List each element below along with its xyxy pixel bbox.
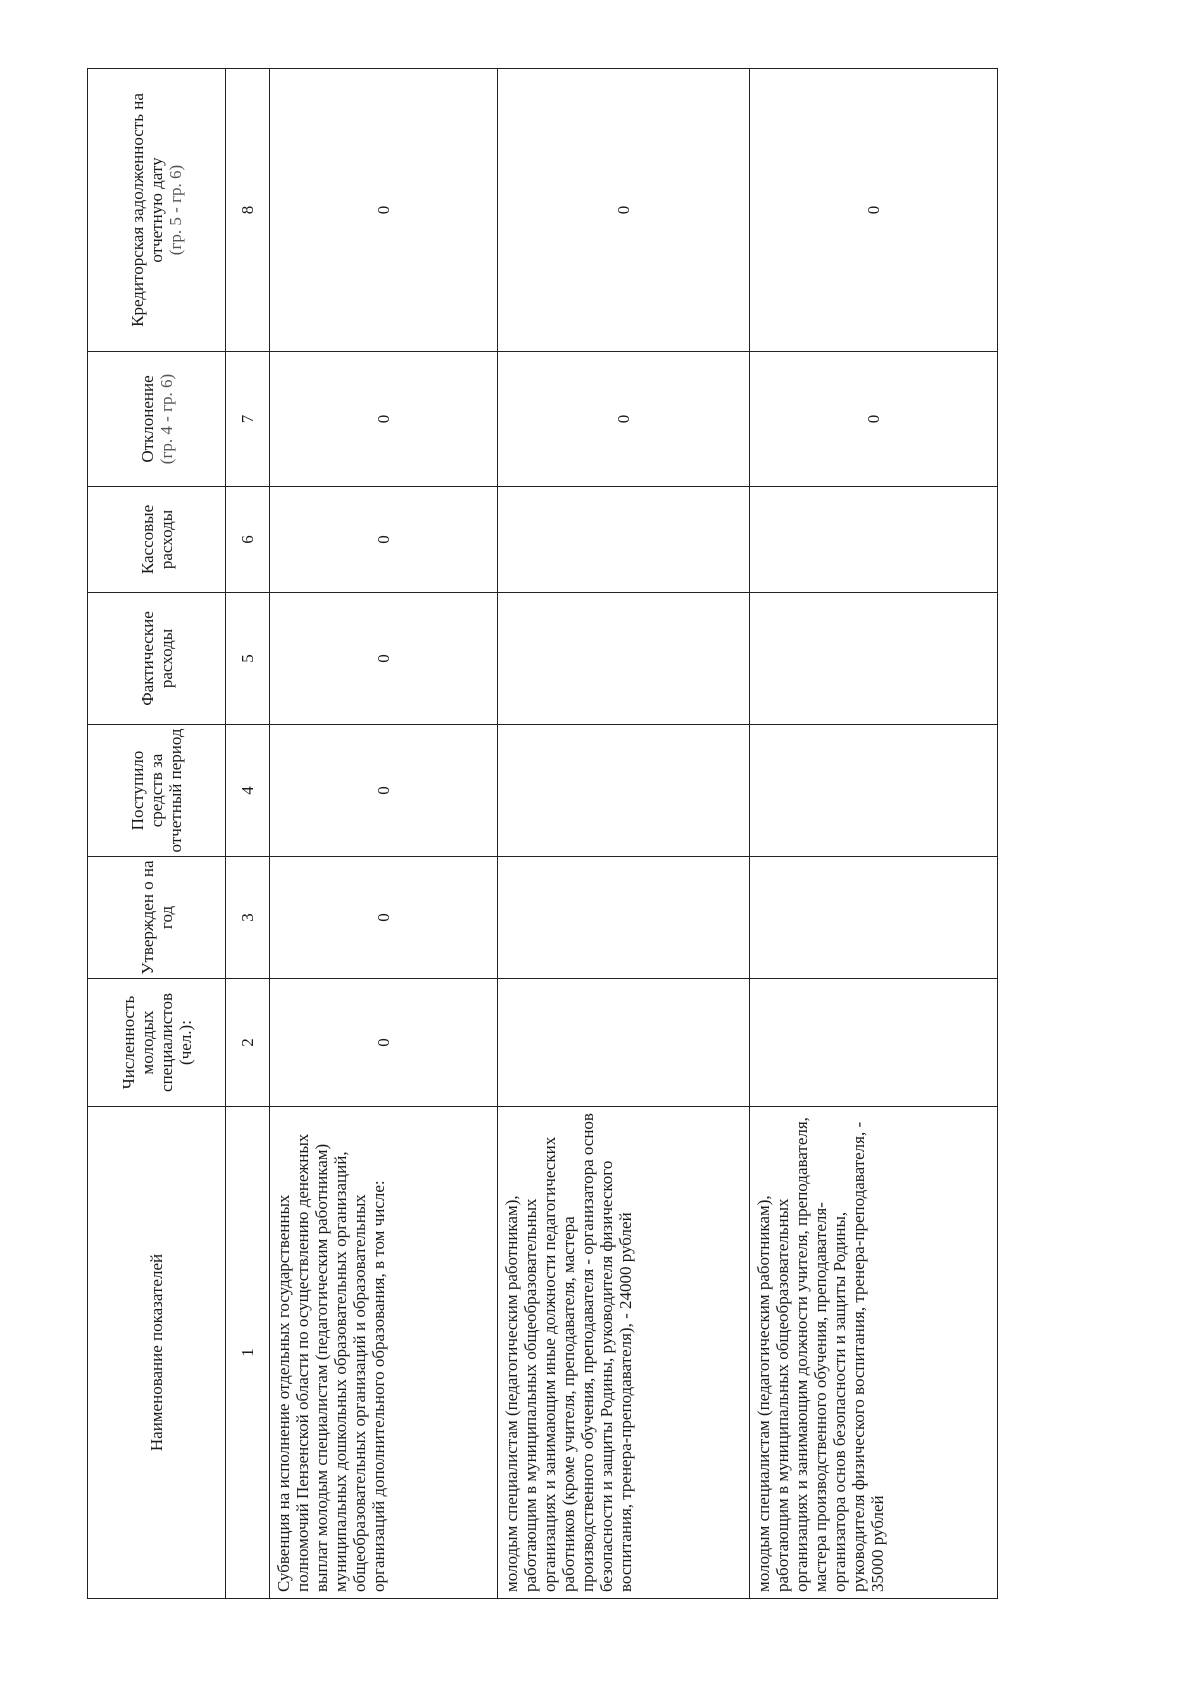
header-received [88,725,226,857]
row-value [750,725,998,857]
row-value: 0 [750,69,998,352]
column-number: 5 [226,593,270,725]
column-number: 8 [226,69,270,352]
row-value: 0 [270,352,498,487]
column-number: 2 [226,979,270,1107]
column-number: 7 [226,352,270,487]
row-value: 0 [270,487,498,593]
report-table [87,68,998,1599]
column-number: 6 [226,487,270,593]
row-value [750,857,998,979]
column-number-row [226,69,270,1599]
row-value [498,593,750,725]
row-value [750,979,998,1107]
column-number: 3 [226,857,270,979]
header-approved [88,857,226,979]
header-payables-formula: (гр. 5 - гр. 6) [166,164,185,256]
row-value: 0 [498,352,750,487]
header-cash-text: Кассовые расходы [137,504,176,575]
row-value [498,979,750,1107]
row-value: 0 [270,69,498,352]
row-name: молодым специалистам (педагогическим работникам), работающим в муниципальных общеобразовательных организациях и занимающим должности учителя, преподавателя, мастера производственного обучения, преподавателя-организатора основ безопасности и защиты Родины, руководителя физического воспитания, тренера-преподавателя, - 35000 рублей [750,1107,998,1599]
header-name-text: Наименование показателей [147,1253,166,1452]
row-value [498,857,750,979]
row-value: 0 [750,352,998,487]
table-row [498,69,750,1599]
header-actual [88,593,226,725]
column-number: 1 [226,1107,270,1599]
header-payables [88,69,226,352]
header-count-text: Численность молодых специалистов (чел.): [118,993,195,1092]
row-value: 0 [270,979,498,1107]
row-value: 0 [498,69,750,352]
header-row [88,69,226,1599]
header-name [88,1107,226,1599]
row-name: Субвенция на исполнение отдельных государственных полномочий Пензенской области по осуществлению денежных выплат молодым специалистам (педагогическим работникам) муниципальных дошкольных образовательных организаций, общеобразовательных организаций и образовательных организаций дополнительного образования, в том числе: [270,1107,498,1599]
rotated-table-container [87,69,997,1599]
header-deviation [88,352,226,487]
row-value [750,593,998,725]
header-deviation-formula: (гр. 4 - гр. 6) [156,373,176,465]
row-value [498,725,750,857]
header-deviation-text: Отклонение [137,375,157,463]
table-row [750,69,998,1599]
table-row [270,69,498,1599]
row-value: 0 [270,593,498,725]
row-value [498,487,750,593]
row-value [750,487,998,593]
header-actual-text: Фактические расходы [137,611,176,706]
row-value: 0 [270,857,498,979]
header-cash [88,487,226,593]
header-received-text: Поступило средств за отчетный период [128,728,185,853]
row-name: молодым специалистам (педагогическим работникам), работающим в муниципальных общеобразовательных организациях и занимающим иные должности педагогических работников (кроме учителя, преподавателя, мастера производственного обучения, преподавателя - организатора основ безопасности и защиты Родины, руководителя физического воспитания, тренера-преподавателя), - 24000 рублей [498,1107,750,1599]
row-value: 0 [270,725,498,857]
header-payables-text: Кредиторская задолженность на отчетную дату [128,93,166,327]
column-number: 4 [226,725,270,857]
header-count [88,979,226,1107]
header-approved-text: Утвержден о на год [137,860,176,975]
